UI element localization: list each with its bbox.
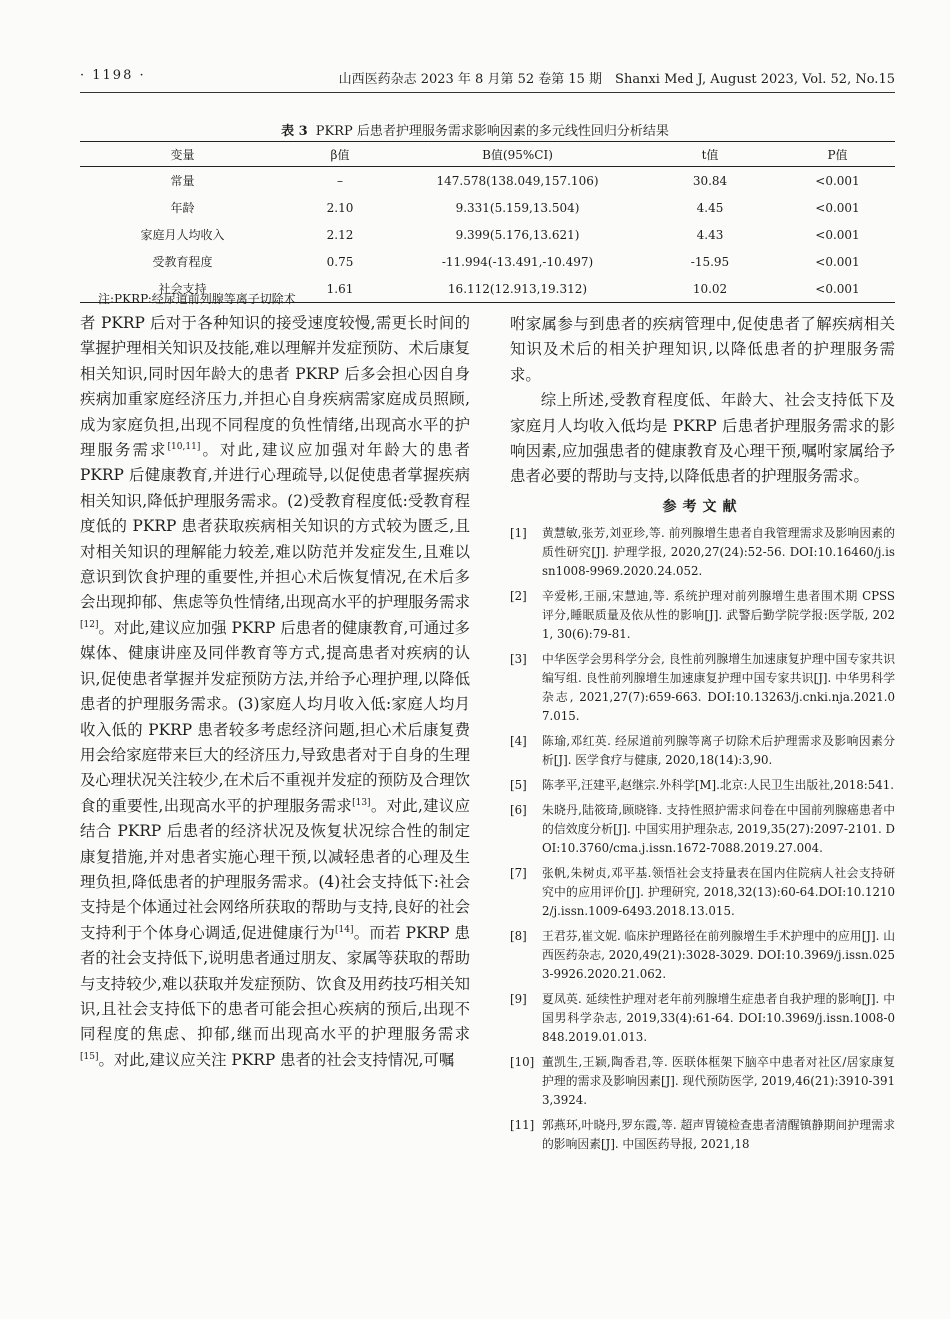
reference-number: [4]	[510, 734, 527, 749]
reference-item	[510, 776, 895, 795]
left-column	[80, 311, 470, 1073]
cell-b: 9.331(5.159,13.504)	[455, 200, 580, 215]
reference-item	[510, 927, 895, 984]
reference-number: [10]	[510, 1055, 535, 1070]
cell-p: <0.001	[815, 254, 860, 269]
reference-text: 郭燕环,叶晓丹,罗东霞,等. 超声胃镜检查患者清醒镇静期间护理需求的影响因素[J]. 中国医药导报, 2021,18	[542, 1118, 895, 1152]
citation: [14]	[335, 924, 354, 935]
body-text: 。对此,建议应关注 PKRP 患者的社会支持情况,可嘱	[98, 1050, 455, 1069]
reference-number: [8]	[510, 929, 527, 944]
reference-number: [1]	[510, 526, 527, 541]
journal-info: 山西医药杂志 2023 年 8 月第 52 卷第 15 期 Shanxi Med J, August 2023, Vol. 52, No.15	[338, 72, 895, 87]
cell-beta: 1.61	[285, 275, 395, 303]
reference-item	[510, 1116, 895, 1154]
page-number: · 1198 ·	[80, 68, 146, 83]
reference-item	[510, 650, 895, 726]
cell-p: <0.001	[815, 200, 860, 215]
cell-p: <0.001	[780, 275, 895, 303]
col-header-variable: 变量	[80, 142, 285, 167]
reference-number: [3]	[510, 652, 527, 667]
col-header-b: B值(95%CI)	[395, 142, 640, 167]
cell-b: 16.112(12.913,19.312)	[395, 275, 640, 303]
right-column	[510, 312, 895, 1160]
table-row	[80, 221, 895, 248]
reference-item	[510, 990, 895, 1047]
cell-beta: 2.10	[326, 200, 354, 215]
citation: [15]	[80, 1051, 99, 1062]
table-row	[80, 167, 895, 195]
cell-variable: 常量	[170, 174, 195, 188]
cell-p: <0.001	[815, 227, 860, 242]
reference-text: 陈瑜,邓红英. 经尿道前列腺等离子切除术后护理需求及影响因素分析[J]. 医学食疗与健康, 2020,18(14):3,90.	[542, 734, 895, 768]
body-paragraph: 咐家属参与到患者的疾病管理中,促使患者了解疾病相关知识及术后的相关护理知识,以降低患者的护理服务需求。	[510, 315, 895, 384]
cell-variable: 年龄	[170, 201, 195, 215]
reference-number: [7]	[510, 866, 527, 881]
table-row	[80, 248, 895, 275]
body-text: 。对此,建议应加强对年龄大的患者 PKRP 后健康教育,并进行心理疏导,以促使患者掌握疾病相关知识,降低护理服务需求。(2)受教育程度低:受教育程度低的 PKRP 患者获取疾病相关知识的方式较为匮乏,且对相关知识的理解能力较差,难以防范并发症发生,且难以意识到饮食护理的重要性,并担心术后恢复情况,在术后多会出现抑郁、焦虑等负性情绪,出现高水平的护理服务需求	[80, 441, 470, 612]
table-title: PKRP 后患者护理服务需求影响因素的多元线性回归分析结果	[315, 124, 669, 139]
table-label: 表 3	[281, 124, 308, 139]
cell-beta: 0.75	[326, 254, 354, 269]
cell-beta: 2.12	[326, 227, 354, 242]
col-header-p: P值	[780, 142, 895, 167]
col-header-t: t值	[640, 142, 780, 167]
cell-b: -11.994(-13.491,-10.497)	[441, 254, 594, 269]
reference-item	[510, 524, 895, 581]
reference-item	[510, 864, 895, 921]
cell-b: 9.399(5.176,13.621)	[455, 227, 580, 242]
cell-t: 10.02	[640, 275, 780, 303]
reference-item	[510, 732, 895, 770]
cell-t: 4.45	[696, 200, 724, 215]
reference-text: 中华医学会男科学分会, 良性前列腺增生加速康复护理中国专家共识编写组. 良性前列腺增生加速康复护理中国专家共识[J]. 中华男科学杂志, 2021,27(7):659-663. DOI:10.13263/j.cnki.nja.2021.07.015.	[542, 652, 895, 724]
reference-number: [9]	[510, 992, 527, 1007]
reference-text: 董凯生,王颖,陶香君,等. 医联体框架下脑卒中患者对社区/居家康复护理的需求及影响因素[J]. 现代预防医学, 2019,46(21):3910-3913,3924.	[542, 1055, 895, 1108]
cell-t: 30.84	[692, 173, 728, 188]
citation: [10,11]	[167, 441, 201, 452]
body-text: 者 PKRP 后对于各种知识的接受速度较慢,需更长时间的掌握护理相关知识及技能,难以理解并发症预防、术后康复相关知识,同时因年龄大的患者 PKRP 后多会担心因自身疾病加重家庭经济压力,并担心自身疾病需家庭成员照顾,成为家庭负担,出现不同程度的负性情绪,出现高水平的护理服务需求	[80, 314, 470, 460]
reference-number: [2]	[510, 589, 527, 604]
cell-p: <0.001	[815, 173, 860, 188]
reference-item	[510, 801, 895, 858]
citation: [12]	[80, 619, 99, 630]
reference-item	[510, 587, 895, 644]
cell-variable: 家庭月人均收入	[140, 228, 225, 242]
cell-variable: 社会支持	[80, 275, 285, 303]
header-rule	[80, 92, 895, 93]
citation: [13]	[352, 797, 371, 808]
reference-number: [11]	[510, 1118, 535, 1133]
reference-list	[510, 524, 895, 1154]
reference-item	[510, 1053, 895, 1110]
cell-t: -15.95	[690, 254, 730, 269]
cell-beta: –	[337, 173, 343, 188]
regression-table	[80, 141, 895, 303]
reference-text: 朱晓丹,陆筱琦,顾晓锋. 支持性照护需求问卷在中国前列腺癌患者中的信效度分析[J]. 中国实用护理杂志, 2019,35(27):2097-2101. DOI:10.3760/cma.j.issn.1672-7088.2019.27.004.	[542, 803, 895, 856]
table-row	[80, 194, 895, 221]
reference-text: 陈孝平,汪建平,赵继宗.外科学[M].北京:人民卫生出版社,2018:541.	[542, 778, 895, 793]
cell-t: 4.43	[696, 227, 724, 242]
cell-b: 147.578(138.049,157.106)	[436, 173, 599, 188]
body-paragraph	[80, 311, 470, 1073]
running-header	[80, 64, 895, 90]
reference-number: [6]	[510, 803, 527, 818]
table-header-row	[80, 142, 895, 167]
references-heading: 参考文献	[662, 498, 743, 515]
col-header-beta: β值	[285, 142, 395, 167]
reference-text: 辛爱彬,王丽,宋慧迪,等. 系统护理对前列腺增生患者围术期 CPSS 评分,睡眠质量及依从性的影响[J]. 武警后勤学院学报:医学版, 2021, 30(6):79-81.	[542, 589, 895, 642]
conclusion-paragraph: 综上所述,受教育程度低、年龄大、社会支持低下及家庭月人均收入低均是 PKRP 后患者护理服务需求的影响因素,应加强患者的健康教育及心理干预,嘱咐家属给予患者必要的帮助与支持,以降低患者的护理服务需求。	[510, 391, 895, 486]
reference-text: 王君芬,崔文妮. 临床护理路径在前列腺增生手术护理中的应用[J]. 山西医药杂志, 2020,49(21):3028-3029. DOI:10.3969/j.issn.0253-9926.2020.21.062.	[542, 929, 895, 982]
body-text: 。而若 PKRP 患者的社会支持低下,说明患者通过朋友、家属等获取的帮助与支持较少,难以获取并发症预防、饮食及用药技巧相关知识,且社会支持低下的患者可能会担心疾病的预后,出现不同程度的焦虑、抑郁,继而出现高水平的护理服务需求	[80, 923, 470, 1044]
reference-text: 黄慧敏,张芳,刘亚珍,等. 前列腺增生患者自我管理需求及影响因素的质性研究[J]. 护理学报, 2020,27(24):52-56. DOI:10.16460/j.issn1008-9969.2020.24.052.	[542, 526, 895, 579]
cell-variable: 受教育程度	[152, 255, 213, 269]
reference-text: 夏凤英. 延续性护理对老年前列腺增生症患者自我护理的影响[J]. 中国男科学杂志, 2019,33(4):61-64. DOI:10.3969/j.issn.1008-0848.2019.01.013.	[542, 992, 895, 1045]
reference-text: 张帆,朱树贞,邓平基.领悟社会支持量表在国内住院病人社会支持研究中的应用评价[J]. 护理研究, 2018,32(13):60-64.DOI:10.12102/j.issn.1009-6493.2018.13.015.	[542, 866, 895, 919]
table-note: 注:PKRP:经尿道前列腺等离子切除术	[98, 292, 296, 306]
body-text: 。对此,建议应加强 PKRP 后患者的健康教育,可通过多媒体、健康讲座及同伴教育等方式,提高患者对疾病的认识,促使患者掌握并发症预防方法,并给予心理护理,以降低患者的护理服务需求。(3)家庭人均月收入低:家庭人均月收入低的 PKRP 患者较多考虑经济问题,担心术后康复费用会给家庭带来巨大的经济压力,导致患者对于自身的生理及心理状况关注较少,在术后不重视并发症的预防及合理饮食的重要性,出现高水平的护理服务需求	[80, 618, 470, 815]
table-caption	[0, 120, 950, 139]
body-text: 。对此,建议应结合 PKRP 后患者的经济状况及恢复状况综合性的制定康复措施,并对患者实施心理干预,以减轻患者的心理及生理负担,降低患者的护理服务需求。(4)社会支持低下:社会支持是个体通过社会网络所获取的帮助与支持,良好的社会支持利于个体身心调适,促进健康行为	[80, 796, 470, 942]
reference-number: [5]	[510, 778, 527, 793]
